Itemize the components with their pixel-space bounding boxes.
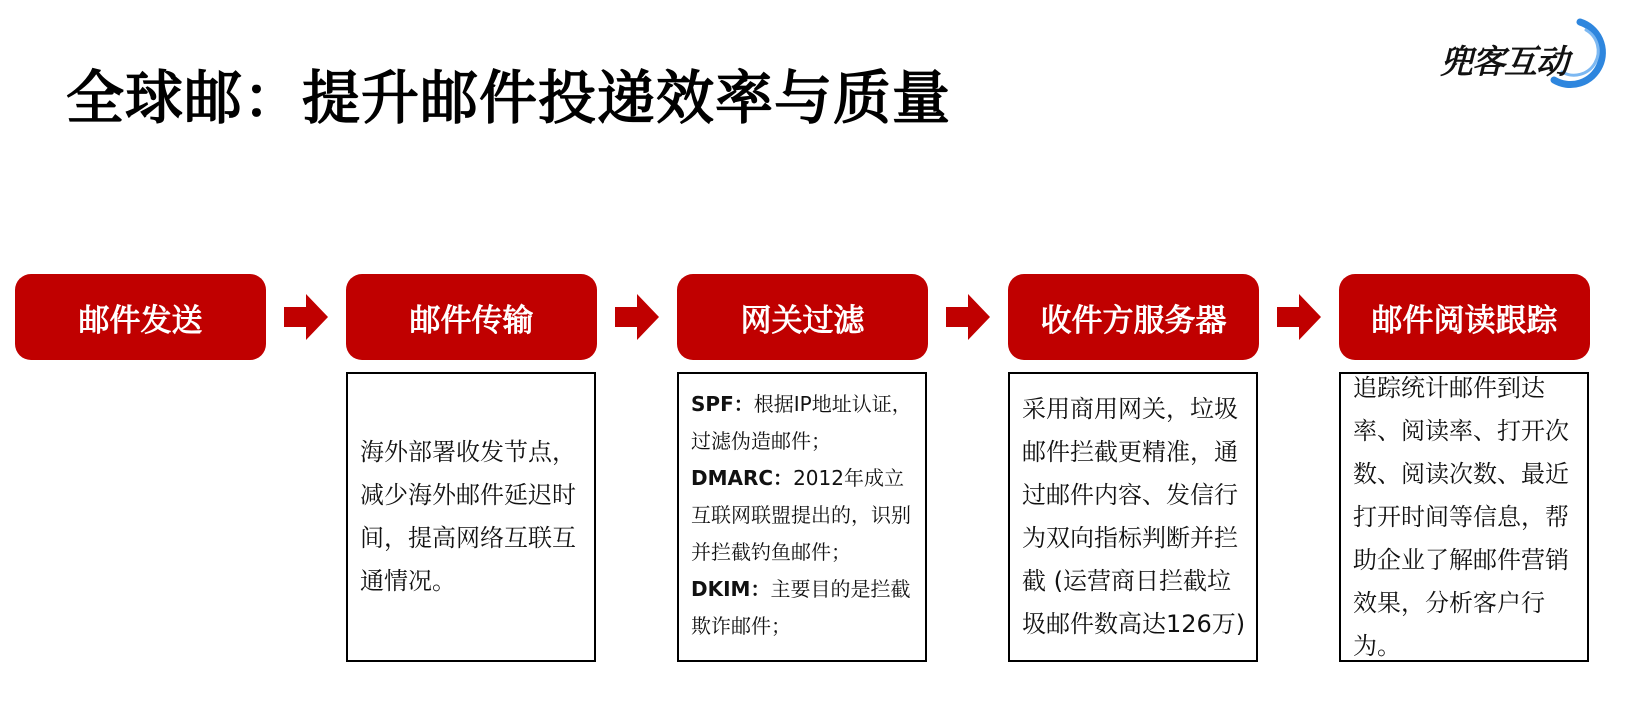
dmarc-text: 2012年成立互联网联盟提出的，识别并拦截钓鱼邮件； [691,466,911,564]
server-detail-text: 采用商用网关，垃圾邮件拦截更精准，通过邮件内容、发信行为双向指标判断并拦截 (运营商日拦截垃圾邮件数高达126万) [1022,395,1246,638]
step-label: 收件方服务器 [1040,302,1227,339]
step-label: 网关过滤 [740,302,865,339]
step-email-send [15,274,266,360]
step-gateway-filter [677,274,928,360]
page-title: 全球邮：提升邮件投递效率与质量 [66,64,952,132]
step-read-tracking [1339,274,1590,360]
tracking-detail-text: 追踪统计邮件到达率、阅读率、打开次数、阅读次数、最近打开时间等信息，帮助企业了解邮件营销效果，分析客户行为。 [1353,373,1569,660]
transmission-detail-box [346,372,596,662]
step-label: 邮件传输 [409,302,534,339]
server-detail-box [1008,372,1258,662]
dmarc-term: DMARC： [691,466,794,490]
right-arrow-icon [615,294,659,340]
right-arrow-icon [1277,294,1321,340]
step-label: 邮件阅读跟踪 [1371,302,1558,339]
dkim-rule [691,571,919,645]
dmarc-rule [691,460,919,571]
dkim-text: 主要目的是拦截欺诈邮件； [691,577,911,638]
dkim-term: DKIM： [691,577,771,601]
tracking-detail-box [1339,372,1589,662]
transmission-detail-text: 海外部署收发节点，减少海外邮件延迟时间，提高网络互联互通情况。 [360,438,576,595]
step-label: 邮件发送 [78,302,203,339]
spf-text: 根据IP地址认证，过滤伪造邮件； [691,392,912,453]
right-arrow-icon [946,294,990,340]
brand-logo [1440,14,1610,100]
right-arrow-icon [284,294,328,340]
spf-term: SPF： [691,392,754,416]
step-email-transmission [346,274,597,360]
gateway-detail-box [677,372,927,662]
spf-rule [691,386,919,460]
logo-wordmark: 兜客互动 [1440,42,1568,81]
step-recipient-server [1008,274,1259,360]
